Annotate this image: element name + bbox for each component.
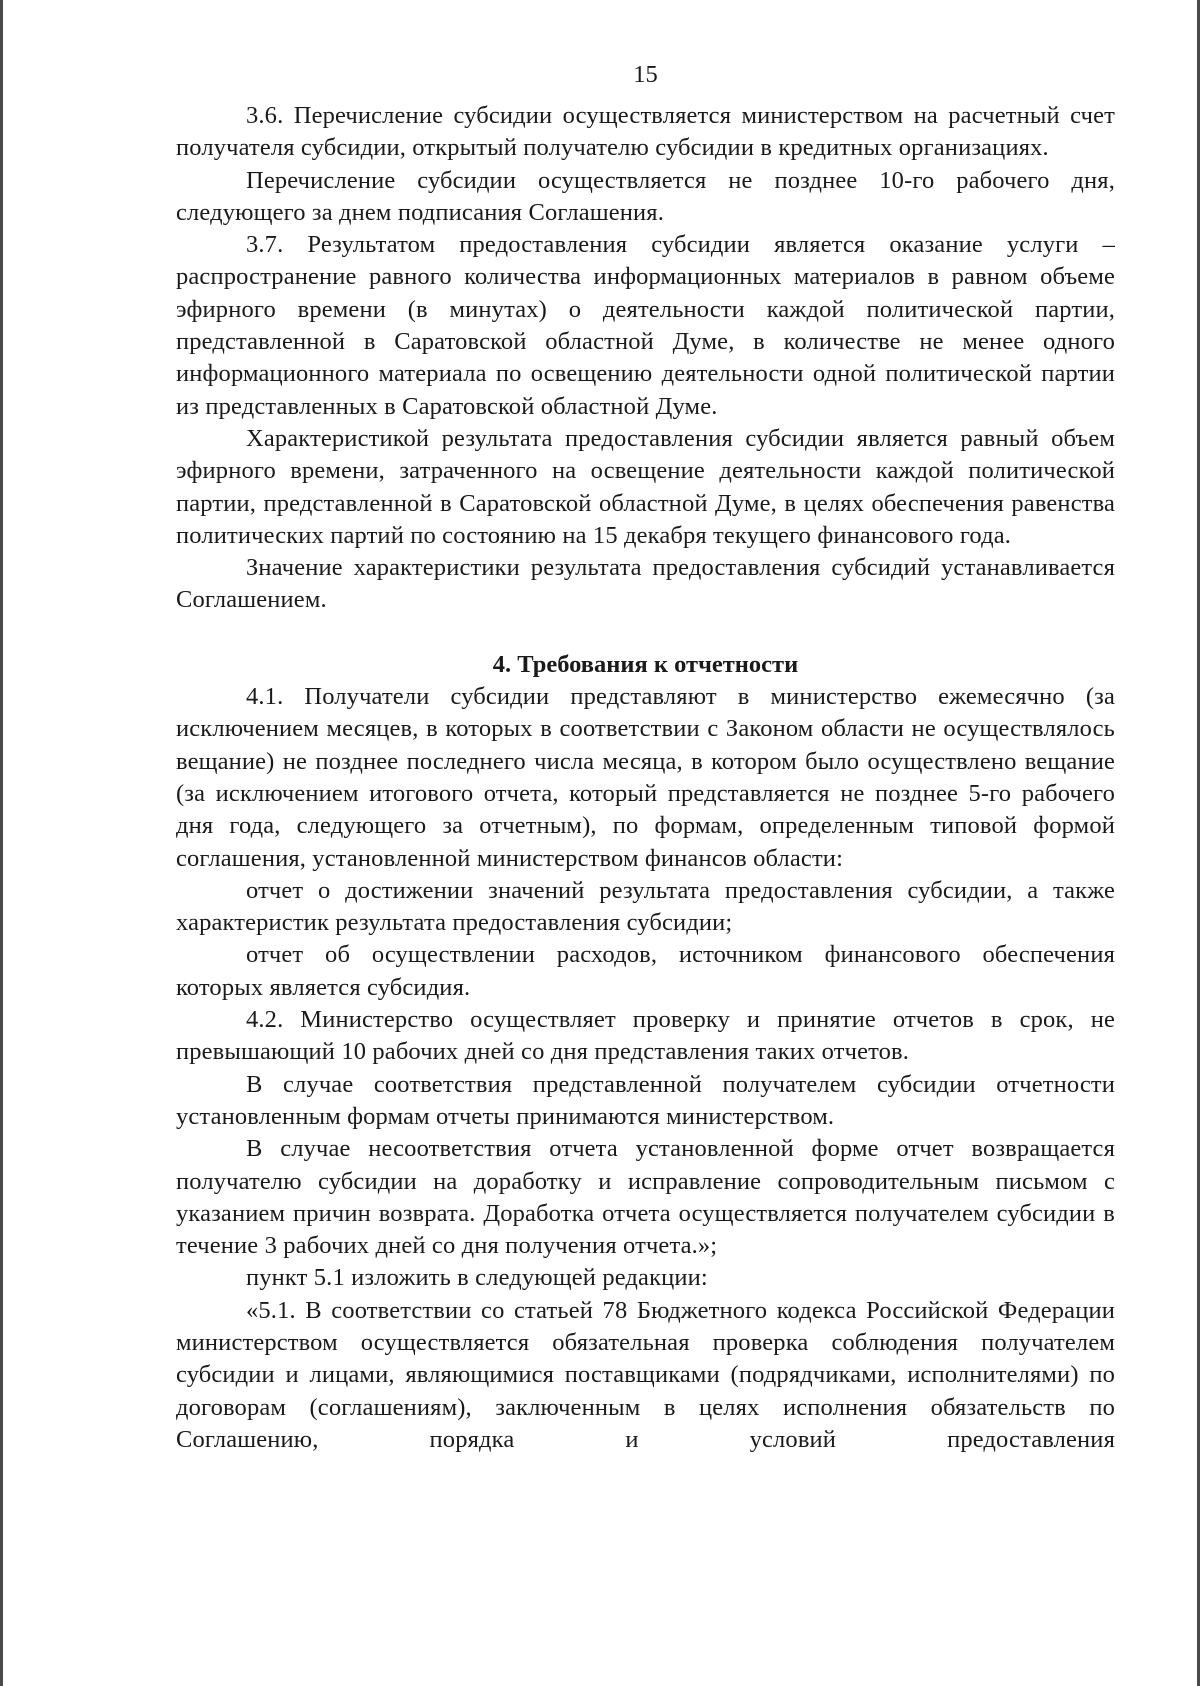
paragraph-report-expenses: отчет об осуществлении расходов, источником финансового обеспечения которых является субсидия. [176, 941, 1115, 1001]
paragraph-transfer-deadline: Перечисление субсидии осуществляется не позднее 10-го рабочего дня, следующего за днем подписания Соглашения. [176, 166, 1115, 226]
paragraph-4-1: 4.1. Получатели субсидии представляют в министерство ежемесячно (за исключением месяцев, в которых в соответствии с Законом области не осуществлялось вещание) не позднее последнего числа месяца, в котором было осуществлено вещание (за исключением итогового отчета, который представляется не позднее 5-го рабочего дня года, следующего за отчетным), по формам, определенным типовой формой соглашения, установленной министерством финансов области: [176, 683, 1115, 872]
document-page [176, 54, 1115, 1456]
paragraph-report-returned: В случае несоответствия отчета установленной форме отчет возвращается получателю субсидии на доработку и исправление сопроводительным письмом с указанием причин возврата. Доработка отчета осуществляется получателем субсидии в течение 3 рабочих дней со дня получения отчета.»; [176, 1135, 1115, 1260]
paragraph-5-1: «5.1. В соответствии со статьей 78 Бюджетного кодекса Российской Федерации министерством осуществляется обязательная проверка соблюдения получателем субсидии и лицами, являющимися поставщиками (подрядчиками, исполнителями) по договорам (соглашениям), заключенным в целях исполнения обязательств по Соглашению, порядка и условий предоставления [176, 1296, 1115, 1453]
page-number: 15 [633, 61, 658, 88]
paragraph-reports-accepted: В случае соответствия представленной получателем субсидии отчетности установленным формам отчеты принимаются министерством. [176, 1070, 1115, 1130]
scan-border-left [0, 0, 3, 1686]
paragraph-3-6: 3.6. Перечисление субсидии осуществляется министерством на расчетный счет получателя субсидии, открытый получателю субсидии в кредитных организациях. [176, 102, 1115, 162]
paragraph-report-achievement: отчет о достижении значений результата предоставления субсидии, а также характеристик результата предоставления субсидии; [176, 876, 1115, 937]
paragraph-result-characteristic: Характеристикой результата предоставления субсидии является равный объем эфирного времени, затраченного на освещение деятельности каждой политической партии, представленной в Саратовской областной Думе, в целях обеспечения равенства политических партий по состоянию на 15 декабря текущего финансового года. [176, 424, 1115, 549]
paragraph-characteristic-value: Значение характеристики результата предоставления субсидий устанавливается Соглашением. [176, 554, 1115, 614]
section-heading-reporting: 4. Требования к отчетности [492, 650, 799, 678]
paragraph-amend-5-1: пункт 5.1 изложить в следующей редакции: [246, 1264, 708, 1292]
paragraph-3-7: 3.7. Результатом предоставления субсидии является оказание услуги – распространение равного количества информационных материалов в равном объеме эфирного времени (в минутах) о деятельности каждой политической партии, представленной в Саратовской областной Думе, в количестве не менее одного информационного материала по освещению деятельности одной политической партии из представленных в Саратовской областной Думе. [176, 231, 1115, 420]
paragraph-4-2: 4.2. Министерство осуществляет проверку и принятие отчетов в срок, не превышающий 10 рабочих дней со дня представления таких отчетов. [176, 1006, 1115, 1066]
